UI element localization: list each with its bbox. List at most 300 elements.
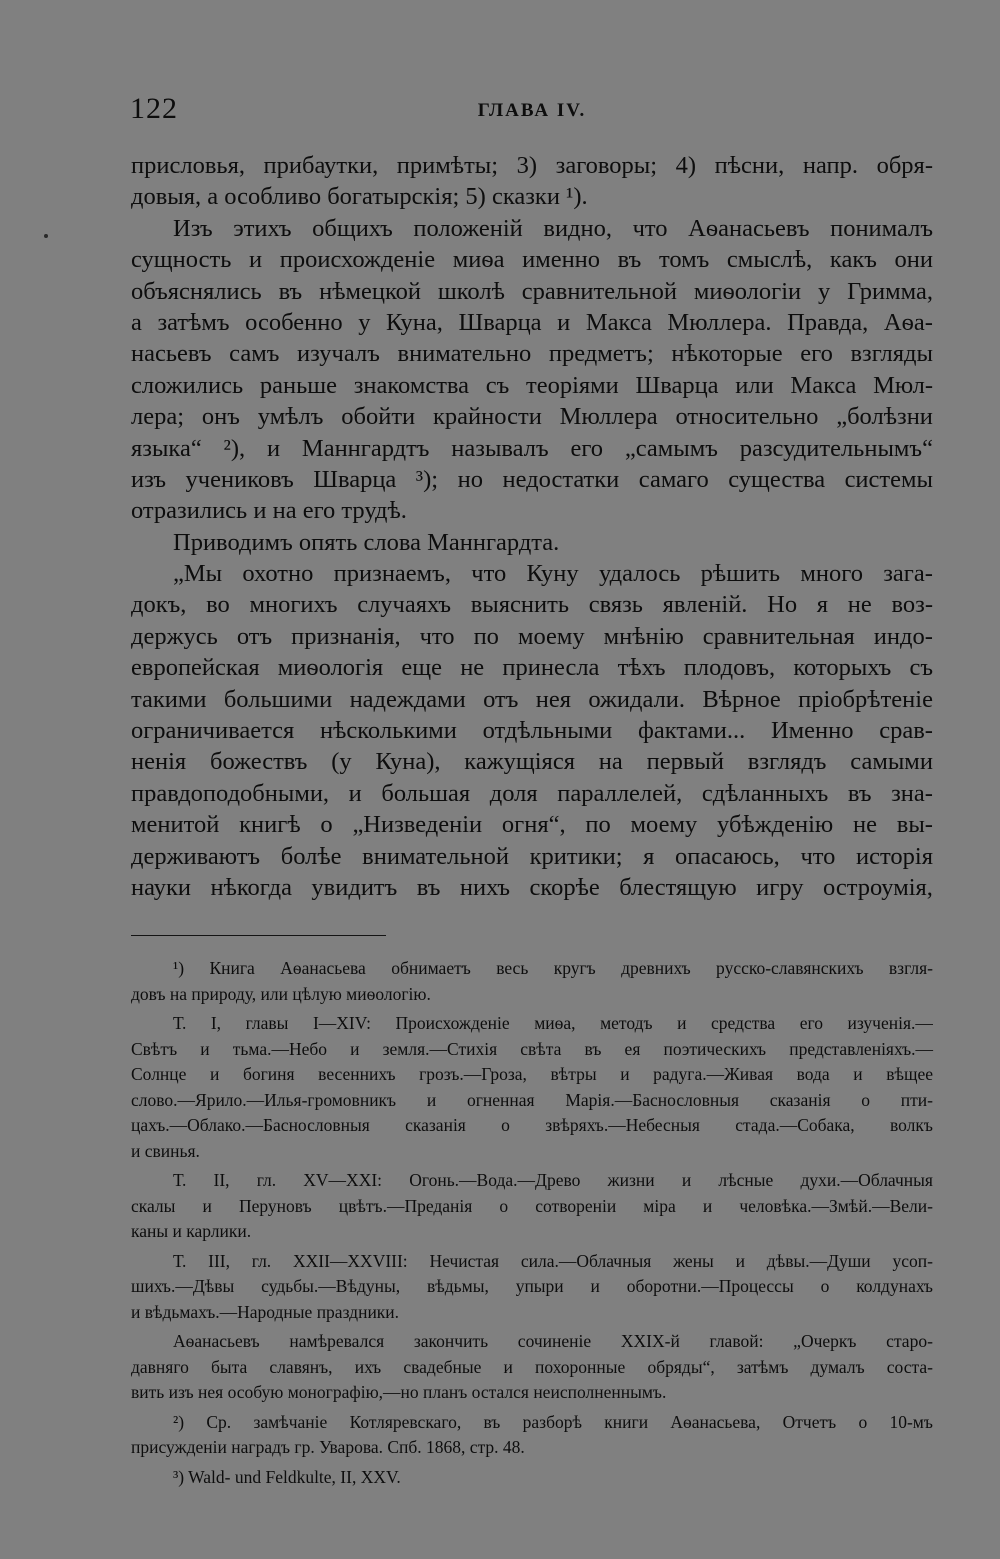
- word: знакомства: [353, 371, 470, 399]
- word: Аѳа-: [883, 308, 933, 336]
- word: Аѳанасьева: [280, 958, 366, 978]
- word: Гримма,: [847, 277, 933, 305]
- word: что: [800, 842, 836, 870]
- word: гл.: [256, 1170, 277, 1190]
- word: въ: [416, 873, 441, 901]
- word: судьбы.—Вѣдуны,: [261, 1276, 401, 1296]
- footnote-line: и вѣдьмахъ.—Народные праздники.: [131, 1301, 400, 1322]
- word: системы: [844, 465, 933, 493]
- word: „Очеркъ: [793, 1331, 857, 1351]
- word: (у: [331, 748, 352, 776]
- word: оборотни.—Процессы: [626, 1276, 794, 1296]
- word: книгѣ: [239, 811, 301, 839]
- word: замѣчаніе: [253, 1411, 328, 1432]
- word: съ: [485, 371, 510, 399]
- word: весеннихъ: [318, 1064, 396, 1084]
- word: сказанія: [769, 1089, 831, 1110]
- word: соста-: [886, 1356, 933, 1377]
- word: объяснялись: [131, 277, 262, 305]
- text-line: [131, 778, 933, 809]
- word: „болѣзни: [836, 403, 933, 431]
- word: самыми: [850, 748, 933, 776]
- word: шихъ.—Дѣвы: [131, 1276, 235, 1296]
- word: Т.: [173, 1013, 187, 1033]
- word: не: [460, 654, 485, 682]
- word: Мюл-: [873, 371, 933, 399]
- word: затѣмъ: [157, 308, 230, 336]
- word: Правда,: [787, 308, 869, 336]
- text-line: [131, 244, 933, 275]
- word: нея: [535, 685, 572, 713]
- word: гл.: [251, 1250, 272, 1271]
- word: индо-: [873, 622, 933, 650]
- word: о: [499, 1195, 509, 1216]
- word: сила.—Облачныя: [520, 1250, 652, 1271]
- word: слово.—Ярило.—Илья-громовникъ: [131, 1089, 397, 1110]
- word: докъ,: [131, 591, 187, 619]
- word: Именно: [770, 717, 854, 745]
- word: этихъ: [233, 214, 292, 242]
- word: обойти: [341, 403, 416, 431]
- word: сущность: [131, 246, 232, 274]
- word: первый: [646, 748, 724, 776]
- text-line: [131, 872, 933, 903]
- word: называлъ: [451, 434, 549, 462]
- word: мнѣнію: [603, 622, 684, 650]
- word: убѣжденію: [717, 811, 834, 839]
- word: не: [847, 591, 872, 619]
- word: самаго: [638, 465, 709, 493]
- word: стада.—Собака,: [735, 1115, 855, 1135]
- word: или: [735, 371, 774, 399]
- footnote-line: [131, 1274, 933, 1300]
- text-line: [131, 370, 933, 401]
- word: увидитъ: [311, 873, 398, 901]
- word: срав-: [879, 717, 933, 745]
- word: на: [598, 748, 623, 776]
- word: XXII—XXVIII:: [292, 1250, 408, 1271]
- word: они: [894, 246, 933, 274]
- word: у: [358, 308, 371, 336]
- text-line: [131, 684, 933, 715]
- word: и: [677, 1013, 687, 1033]
- word: Котляревскаго,: [349, 1411, 462, 1432]
- word: цахъ.—Облако.—Баснословныя: [131, 1115, 370, 1135]
- text-line: [131, 621, 933, 652]
- word: Солнце: [131, 1064, 187, 1084]
- main-text: [131, 150, 933, 903]
- footnote-line: [131, 1249, 933, 1275]
- word: его: [800, 340, 833, 368]
- word: признаемъ,: [333, 560, 451, 588]
- word: нихъ: [459, 873, 511, 901]
- word: во: [206, 591, 230, 619]
- word: Мюллера.: [667, 308, 772, 336]
- word: прибаутки,: [263, 152, 379, 179]
- word: что: [419, 622, 455, 650]
- word: 10-мъ: [889, 1411, 933, 1432]
- word: и: [249, 246, 263, 274]
- word: о: [320, 811, 333, 839]
- word: у: [818, 277, 831, 305]
- word: I,: [210, 1013, 222, 1033]
- word: Маннгардтъ: [301, 434, 430, 462]
- word: о: [858, 1411, 868, 1432]
- word: „Низведеніи: [352, 811, 483, 839]
- text-line: [131, 652, 933, 683]
- word: и: [557, 308, 571, 336]
- word: учениковъ: [185, 465, 294, 493]
- text-line: [131, 307, 933, 338]
- word: держусь: [131, 622, 218, 650]
- word: въ: [847, 779, 872, 807]
- word: ³);: [415, 465, 439, 493]
- word: съ: [909, 654, 933, 682]
- word: происхожденіе: [279, 246, 436, 274]
- word: и: [590, 1276, 600, 1296]
- word: колдунахъ: [856, 1276, 933, 1296]
- footnote-line: [131, 1329, 933, 1355]
- text-line: [131, 150, 933, 181]
- word: представленіяхъ.—: [789, 1038, 933, 1059]
- word: общихъ: [312, 214, 393, 242]
- word: человѣка.—Змѣй.—Вели-: [739, 1195, 933, 1216]
- word: параллелей,: [557, 779, 683, 807]
- word: такими: [131, 685, 207, 713]
- word: книги: [604, 1411, 649, 1432]
- word: богиня: [242, 1064, 295, 1084]
- word: пріобрѣтеніе: [798, 685, 933, 713]
- word: ненія: [131, 748, 187, 776]
- footnotes: [131, 956, 933, 1490]
- word: школѣ: [437, 277, 505, 305]
- word: что: [632, 214, 668, 242]
- word: сравнительная: [702, 622, 855, 650]
- word: европейская: [131, 654, 260, 682]
- footnote-rule: [131, 935, 386, 936]
- word: но: [457, 465, 483, 493]
- word: заговоры;: [555, 152, 658, 179]
- word: миѳологіи: [693, 277, 802, 305]
- word: XXIX-й: [620, 1331, 680, 1351]
- word: связь: [588, 591, 643, 619]
- word: науки: [131, 873, 192, 901]
- text-line: отразились и на его трудѣ.: [131, 497, 407, 525]
- word: затѣмъ: [736, 1356, 789, 1377]
- word: обряды“,: [647, 1356, 715, 1377]
- word: многихъ: [249, 591, 338, 619]
- word: Аѳанасьевъ: [173, 1331, 260, 1351]
- word: и: [210, 1064, 220, 1084]
- word: онъ: [201, 403, 240, 431]
- word: Мюллера: [559, 403, 658, 431]
- word: особенно: [245, 308, 343, 336]
- word: ихъ: [354, 1356, 382, 1377]
- word: блестящую: [619, 873, 737, 901]
- word: волкъ: [890, 1115, 933, 1135]
- word: отъ: [483, 685, 519, 713]
- word: древнихъ: [621, 958, 691, 978]
- word: XV—XXI:: [303, 1170, 383, 1190]
- word: въ: [483, 1411, 501, 1432]
- word: Изъ: [173, 214, 213, 242]
- word: „Мы: [173, 560, 223, 588]
- word: Аѳанасьевъ: [688, 214, 810, 242]
- word: старо-: [886, 1331, 933, 1351]
- word: средства: [710, 1013, 776, 1033]
- word: взгля-: [888, 958, 933, 978]
- word: вода: [796, 1064, 830, 1084]
- word: самъ: [229, 340, 280, 368]
- word: сказанія: [405, 1115, 466, 1135]
- word: Куна),: [375, 748, 441, 776]
- word: сравнительной: [521, 277, 677, 305]
- text-line: Приводимъ опять слова Маннгардта.: [173, 528, 560, 556]
- word: большими: [223, 685, 333, 713]
- word: пти-: [900, 1089, 933, 1110]
- word: въ: [278, 277, 303, 305]
- word: по: [585, 811, 611, 839]
- word: зна-: [891, 779, 933, 807]
- word: воз-: [891, 591, 933, 619]
- word: быта: [210, 1356, 248, 1377]
- word: дѣвы.—Души: [766, 1250, 871, 1271]
- word: кругъ: [553, 958, 596, 978]
- word: случаяхъ: [357, 591, 452, 619]
- word: о: [820, 1276, 830, 1296]
- word: Книга: [209, 958, 255, 978]
- text-line: [131, 558, 933, 589]
- word: въ: [584, 1038, 602, 1059]
- word: Нечистая: [429, 1250, 500, 1271]
- word: скорѣе: [529, 873, 600, 901]
- word: болѣе: [280, 842, 342, 870]
- word: духи.—Облачныя: [800, 1170, 933, 1190]
- text-line: [131, 715, 933, 746]
- running-head: ГЛАВА IV.: [477, 100, 587, 121]
- word: остроумія,: [822, 873, 933, 901]
- footnote-line: [131, 1062, 933, 1088]
- word: грозъ.—Гроза,: [419, 1064, 527, 1084]
- word: ограничивается: [131, 717, 295, 745]
- page-header: [130, 92, 934, 126]
- word: не: [852, 811, 877, 839]
- footnote-line: [131, 1088, 933, 1114]
- text-line: [131, 746, 933, 777]
- footnote-line: довъ на природу, или цѣлую миѳологію.: [131, 983, 431, 1004]
- word: правдоподобными,: [131, 779, 330, 807]
- footnote-line: [131, 1168, 933, 1194]
- text-line: [131, 213, 933, 244]
- word: кажущіяся: [464, 748, 575, 776]
- word: и: [350, 1038, 360, 1059]
- word: Свѣтъ: [131, 1038, 178, 1059]
- word: явленій.: [662, 591, 748, 619]
- word: ея: [624, 1038, 641, 1059]
- word: сдѣланныхъ: [701, 779, 829, 807]
- word: вы-: [896, 811, 933, 839]
- word: взглядъ: [747, 748, 827, 776]
- word: ожидали.: [588, 685, 686, 713]
- word: нѣсколькими: [319, 717, 457, 745]
- word: Вѣрное: [702, 685, 781, 713]
- word: разсудительнымъ“: [739, 434, 933, 462]
- word: II,: [213, 1170, 230, 1190]
- word: критики;: [529, 842, 623, 870]
- word: языка“: [131, 434, 202, 462]
- word: крайности: [433, 403, 542, 431]
- word: Перуновъ: [238, 1195, 312, 1216]
- word: упыри: [515, 1276, 564, 1296]
- word: удалось: [598, 560, 681, 588]
- word: умѣлъ: [257, 403, 324, 431]
- word: о: [501, 1115, 510, 1135]
- word: поэтическихъ: [663, 1038, 767, 1059]
- word: фактами...: [638, 717, 746, 745]
- text-line: [131, 401, 933, 432]
- page-number: 122: [130, 92, 178, 125]
- word: тьма.—Небо: [232, 1038, 328, 1059]
- word: принесла: [502, 654, 600, 682]
- word: относительно: [675, 403, 819, 431]
- word: Макса: [790, 371, 857, 399]
- word: главы: [245, 1013, 289, 1033]
- footnote-line: [131, 956, 933, 982]
- word: Шварца: [313, 465, 397, 493]
- footnote-line: присужденіи наградъ гр. Уварова. Спб. 1868, стр. 48.: [131, 1437, 525, 1457]
- word: и: [853, 1064, 863, 1084]
- word: еще: [401, 654, 442, 682]
- word: много: [800, 560, 863, 588]
- footnote-line: [131, 1410, 933, 1436]
- footnote-line: каны и карлики.: [131, 1221, 252, 1241]
- word: менитой: [131, 811, 220, 839]
- word: его: [570, 434, 604, 462]
- word: 4): [675, 152, 697, 179]
- word: о: [861, 1089, 871, 1110]
- word: держиваютъ: [131, 842, 261, 870]
- word: внимательной: [362, 842, 509, 870]
- footnote-line: [131, 1011, 933, 1037]
- word: „самымъ: [624, 434, 718, 462]
- word: Отчетъ: [782, 1411, 837, 1432]
- word: надеждами: [349, 685, 466, 713]
- word: нѣкоторые: [671, 340, 783, 368]
- word: взгляды: [850, 340, 933, 368]
- word: въ: [617, 246, 642, 274]
- word: свѣта: [520, 1038, 562, 1059]
- word: отъ: [236, 622, 273, 650]
- word: скалы: [131, 1195, 176, 1216]
- word: и: [620, 1064, 630, 1084]
- word: и: [681, 1170, 692, 1190]
- word: доля: [489, 779, 538, 807]
- word: напр.: [802, 152, 859, 179]
- word: звѣряхъ.—Небесныя: [545, 1115, 700, 1135]
- word: моему: [517, 622, 585, 650]
- word: моему: [630, 811, 698, 839]
- word: нѣкогда: [210, 873, 292, 901]
- footnote-line: ³) Wald- und Feldkulte, II, XXV.: [173, 1466, 401, 1487]
- word: теоріями: [526, 371, 619, 399]
- word: Аѳанасьева,: [670, 1411, 761, 1432]
- word: жизни: [607, 1170, 655, 1190]
- stray-mark: [44, 234, 48, 238]
- word: лѣсные: [718, 1170, 774, 1190]
- word: Макса: [585, 308, 652, 336]
- footnote-line: [131, 1194, 933, 1220]
- word: міра: [643, 1195, 676, 1216]
- word: видно,: [543, 214, 613, 242]
- footnote-line: [131, 1355, 933, 1381]
- word: методъ: [600, 1013, 653, 1033]
- word: Но: [767, 591, 798, 619]
- word: русско-славянскихъ: [716, 958, 864, 978]
- word: похоронные: [535, 1356, 626, 1377]
- word: присловья,: [131, 152, 245, 179]
- word: ²),: [223, 434, 246, 462]
- word: зага-: [883, 560, 933, 588]
- word: сложились: [131, 371, 244, 399]
- word: божествъ: [210, 748, 308, 776]
- word: предметъ;: [548, 340, 654, 368]
- word: положеній: [413, 214, 523, 242]
- word: лера;: [131, 403, 185, 431]
- word: изучалъ: [297, 340, 380, 368]
- word: ¹): [173, 958, 185, 978]
- word: понималъ: [830, 214, 933, 242]
- word: III,: [208, 1250, 230, 1271]
- word: вѣщее: [886, 1064, 933, 1084]
- word: я: [643, 842, 655, 870]
- word: рѣшить: [700, 560, 781, 588]
- word: Огонь.—Вода.—Древо: [409, 1170, 581, 1190]
- word: Шварца: [635, 371, 719, 399]
- word: главой:: [709, 1331, 764, 1351]
- word: тѣхъ: [617, 654, 666, 682]
- word: большая: [381, 779, 471, 807]
- word: по: [473, 622, 499, 650]
- word: примѣты;: [396, 152, 499, 179]
- word: Куна,: [386, 308, 443, 336]
- word: какъ: [829, 246, 877, 274]
- text-line: [131, 589, 933, 620]
- word: признанія,: [291, 622, 401, 650]
- word: раньше: [259, 371, 338, 399]
- word: Т.: [173, 1250, 187, 1271]
- word: и: [735, 1250, 745, 1271]
- word: я: [816, 591, 829, 619]
- text-line: [131, 276, 933, 307]
- word: I—XIV:: [312, 1013, 371, 1033]
- word: и: [266, 434, 281, 462]
- word: пѣсни,: [714, 152, 785, 179]
- text-line: [131, 841, 933, 872]
- footnote-line: [131, 1113, 933, 1139]
- word: именно: [522, 246, 601, 274]
- word: думалъ: [810, 1356, 865, 1377]
- word: нѣмецкой: [319, 277, 422, 305]
- word: а: [131, 308, 142, 336]
- word: смыслѣ,: [726, 246, 813, 274]
- text-line: [131, 338, 933, 369]
- word: отдѣльными: [482, 717, 613, 745]
- word: жены: [673, 1250, 714, 1271]
- word: существа: [728, 465, 826, 493]
- word: Шварца: [458, 308, 542, 336]
- word: ²): [173, 1411, 185, 1432]
- word: Происхожденіе: [395, 1013, 510, 1033]
